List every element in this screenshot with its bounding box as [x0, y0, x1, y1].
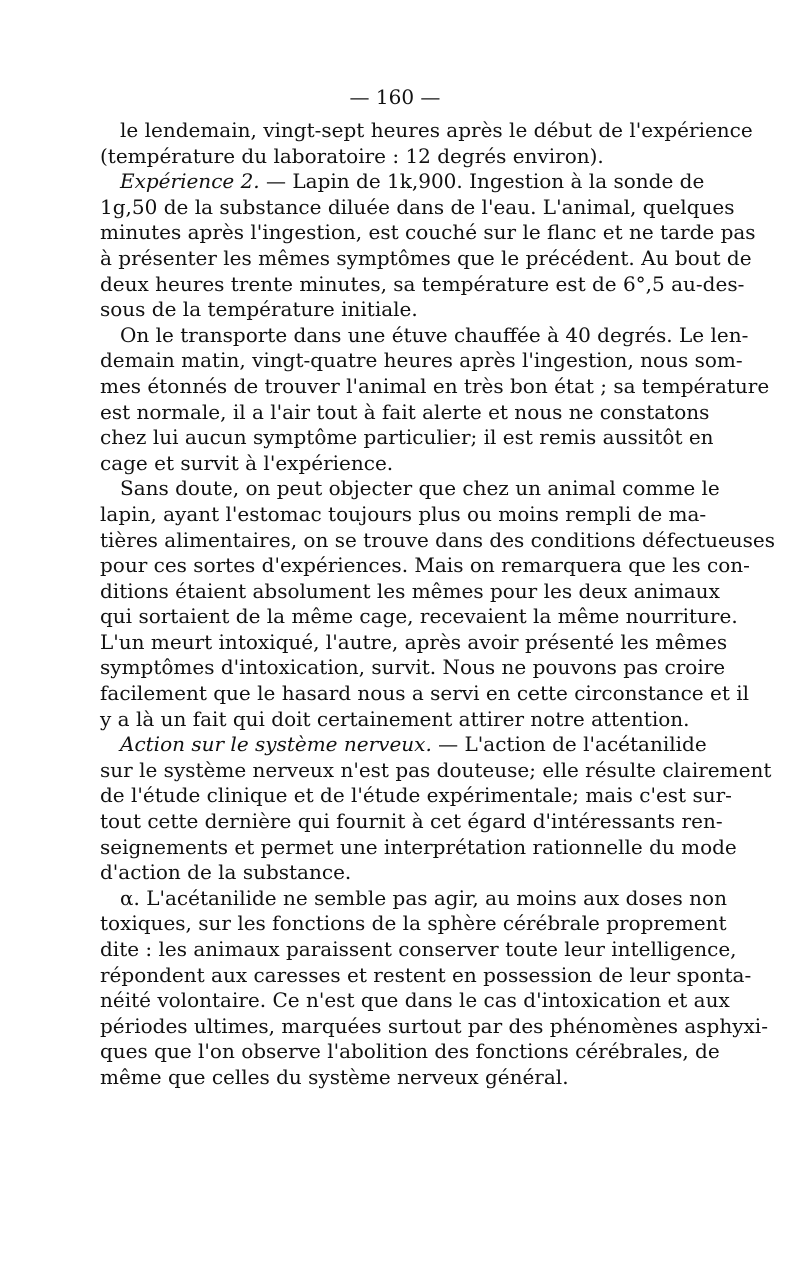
- paragraph: [100, 322, 770, 477]
- text-line: toxiques, sur les fonctions de la sphère cérébrale proprement: [100, 911, 727, 936]
- text-line: α. L'acétanilide ne semble pas agir, au moins aux doses non: [120, 885, 727, 910]
- text-line: On le transporte dans une étuve chauffée à 40 degrés. Le len-: [120, 322, 749, 347]
- text-line: seignements et permet une interprétation rationnelle du mode: [100, 834, 737, 859]
- text-line: ques que l'on observe l'abolition des fonctions cérébrales, de: [100, 1039, 720, 1064]
- text-line: périodes ultimes, marquées surtout par des phénomènes asphyxi-: [100, 1013, 768, 1038]
- text-line: minutes après l'ingestion, est couché sur le flanc et ne tarde pas: [100, 220, 756, 245]
- text-line: répondent aux caresses et restent en possession de leur sponta-: [100, 962, 752, 987]
- text-line: y a là un fait qui doit certainement attirer notre attention.: [100, 706, 690, 731]
- text-line: à présenter les mêmes symptômes que le précédent. Au bout de: [100, 245, 752, 270]
- text-line: qui sortaient de la même cage, recevaient la même nourriture.: [100, 604, 738, 629]
- text-line: tout cette dernière qui fournit à cet égard d'intéressants ren-: [100, 809, 723, 834]
- text-line: dite : les animaux paraissent conserver toute leur intelligence,: [100, 937, 737, 961]
- document-page: [100, 84, 776, 1091]
- page-number: — 160 —: [349, 85, 441, 109]
- body-text: [100, 118, 776, 1091]
- text-line: ditions étaient absolument les mêmes pour les deux animaux: [100, 578, 720, 603]
- text-line: symptômes d'intoxication, survit. Nous ne pouvons pas croire: [100, 655, 726, 680]
- text-line: L'un meurt intoxiqué, l'autre, après avoir présenté les mêmes: [100, 629, 728, 654]
- text-line: sur le système nerveux n'est pas douteuse; elle résulte clairement: [100, 757, 772, 782]
- text-line: 1g,50 de la substance diluée dans de l'eau. L'animal, quelques: [100, 194, 735, 219]
- text-line: même que celles du système nerveux général.: [100, 1064, 569, 1089]
- text-line: tières alimentaires, on se trouve dans des conditions défectueuses: [100, 527, 776, 552]
- text-line: lapin, ayant l'estomac toujours plus ou moins rempli de ma-: [100, 501, 707, 526]
- text-line: deux heures trente minutes, sa température est de 6°,5 au-des-: [100, 271, 745, 296]
- text-line: de l'étude clinique et de l'étude expérimentale; mais c'est sur-: [100, 783, 732, 808]
- text-line: Action sur le système nerveux. — L'action de l'acétanilide: [120, 732, 707, 757]
- text-line: Sans doute, on peut objecter que chez un animal comme le: [120, 476, 720, 501]
- text-line: cage et survit à l'expérience.: [100, 450, 394, 475]
- paragraph: [100, 476, 776, 732]
- text-line: sous de la température initiale.: [100, 297, 418, 322]
- text-line: (température du laboratoire : 12 degrés environ).: [100, 143, 604, 168]
- paragraph: [100, 169, 756, 323]
- text-line: d'action de la substance.: [100, 860, 352, 885]
- paragraph: [100, 885, 768, 1091]
- text-line: pour ces sortes d'expériences. Mais on remarquera que les con-: [100, 553, 750, 578]
- paragraph: [100, 118, 753, 169]
- text-line: chez lui aucun symptôme particulier; il est remis aussitôt en: [100, 425, 714, 450]
- text-line: est normale, il a l'air tout à fait alerte et nous ne constatons: [100, 399, 710, 424]
- text-line: demain matin, vingt-quatre heures après l'ingestion, nous som-: [100, 348, 743, 373]
- text-line: facilement que le hasard nous a servi en cette circonstance et il: [100, 681, 750, 706]
- text-line: Expérience 2. — Lapin de 1k,900. Ingestion à la sonde de: [120, 169, 705, 194]
- text-line: le lendemain, vingt-sept heures après le début de l'expérience: [120, 118, 753, 142]
- text-line: néité volontaire. Ce n'est que dans le cas d'intoxication et aux: [100, 988, 730, 1013]
- text-line: mes étonnés de trouver l'animal en très bon état ; sa température: [100, 373, 770, 398]
- paragraph: [100, 732, 772, 886]
